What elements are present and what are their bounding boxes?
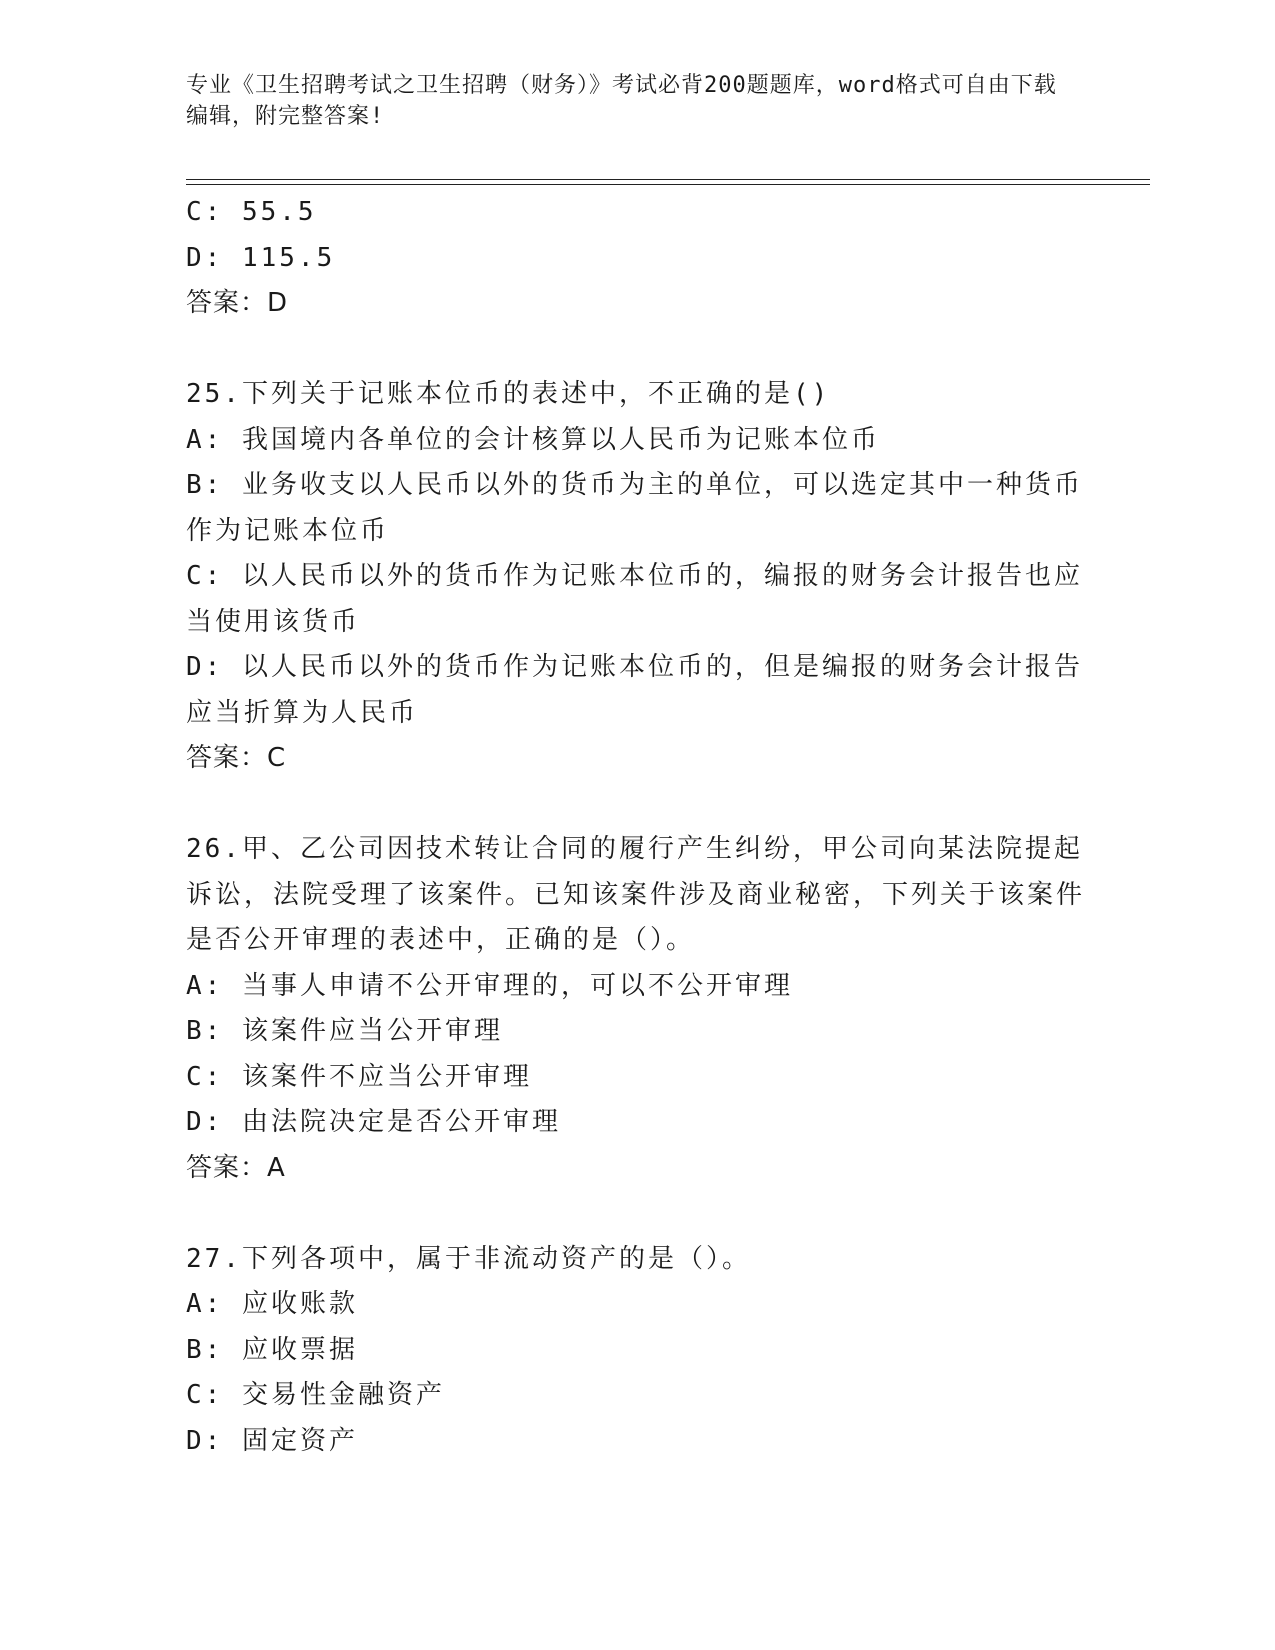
option-d: D: 115.5 (186, 242, 336, 273)
option-d: D: 以人民币以外的货币作为记账本位币的，但是编报的财务会计报告应当折算为人民币 (186, 652, 1083, 728)
prev-question-block (186, 190, 1086, 327)
option-c: C: 交易性金融资产 (186, 1380, 445, 1410)
spacer (186, 1191, 1086, 1237)
answer: 答案：C (186, 743, 287, 773)
question-26: 26.甲、乙公司因技术转让合同的履行产生纠纷，甲公司向某法院提起诉讼，法院受理了该案件。已知该案件涉及商业秘密，下列关于该案件是否公开审理的表述中，正确的是（）。 (186, 834, 1086, 955)
option-b: B: 业务收支以人民币以外的货币为主的单位，可以选定其中一种货币作为记账本位币 (186, 470, 1083, 546)
option-b: B: 该案件应当公开审理 (186, 1016, 503, 1046)
spacer (186, 782, 1086, 828)
option-a: A: 我国境内各单位的会计核算以人民币为记账本位币 (186, 424, 880, 455)
option-c: C: 该案件不应当公开审理 (186, 1061, 532, 1092)
option-a: A: 当事人申请不公开审理的，可以不公开审理 (186, 970, 793, 1001)
question-25: 25.下列关于记账本位币的表述中，不正确的是() (186, 379, 831, 409)
document-body (186, 190, 1086, 1464)
question-27: 27.下列各项中，属于非流动资产的是（）。 (186, 1243, 751, 1274)
header-rule-top (186, 179, 1150, 180)
option-a: A: 应收账款 (186, 1289, 358, 1319)
header-rule-bottom (186, 184, 1150, 185)
option-d: D: 固定资产 (186, 1425, 358, 1456)
spacer (186, 327, 1086, 373)
option-b: B: 应收票据 (186, 1334, 358, 1365)
question-27-block (186, 1237, 1086, 1465)
option-d: D: 由法院决定是否公开审理 (186, 1107, 561, 1137)
answer: 答案：D (186, 288, 289, 318)
answer: 答案：A (186, 1152, 286, 1183)
option-c: C: 以人民币以外的货币作为记账本位币的，编报的财务会计报告也应当使用该货币 (186, 561, 1083, 637)
option-c: C: 55.5 (186, 197, 317, 227)
question-25-block (186, 372, 1086, 782)
question-26-block (186, 827, 1086, 1191)
document-header: 专业《卫生招聘考试之卫生招聘（财务）》考试必背200题题库，word格式可自由下载编辑，附完整答案! (186, 73, 1057, 129)
